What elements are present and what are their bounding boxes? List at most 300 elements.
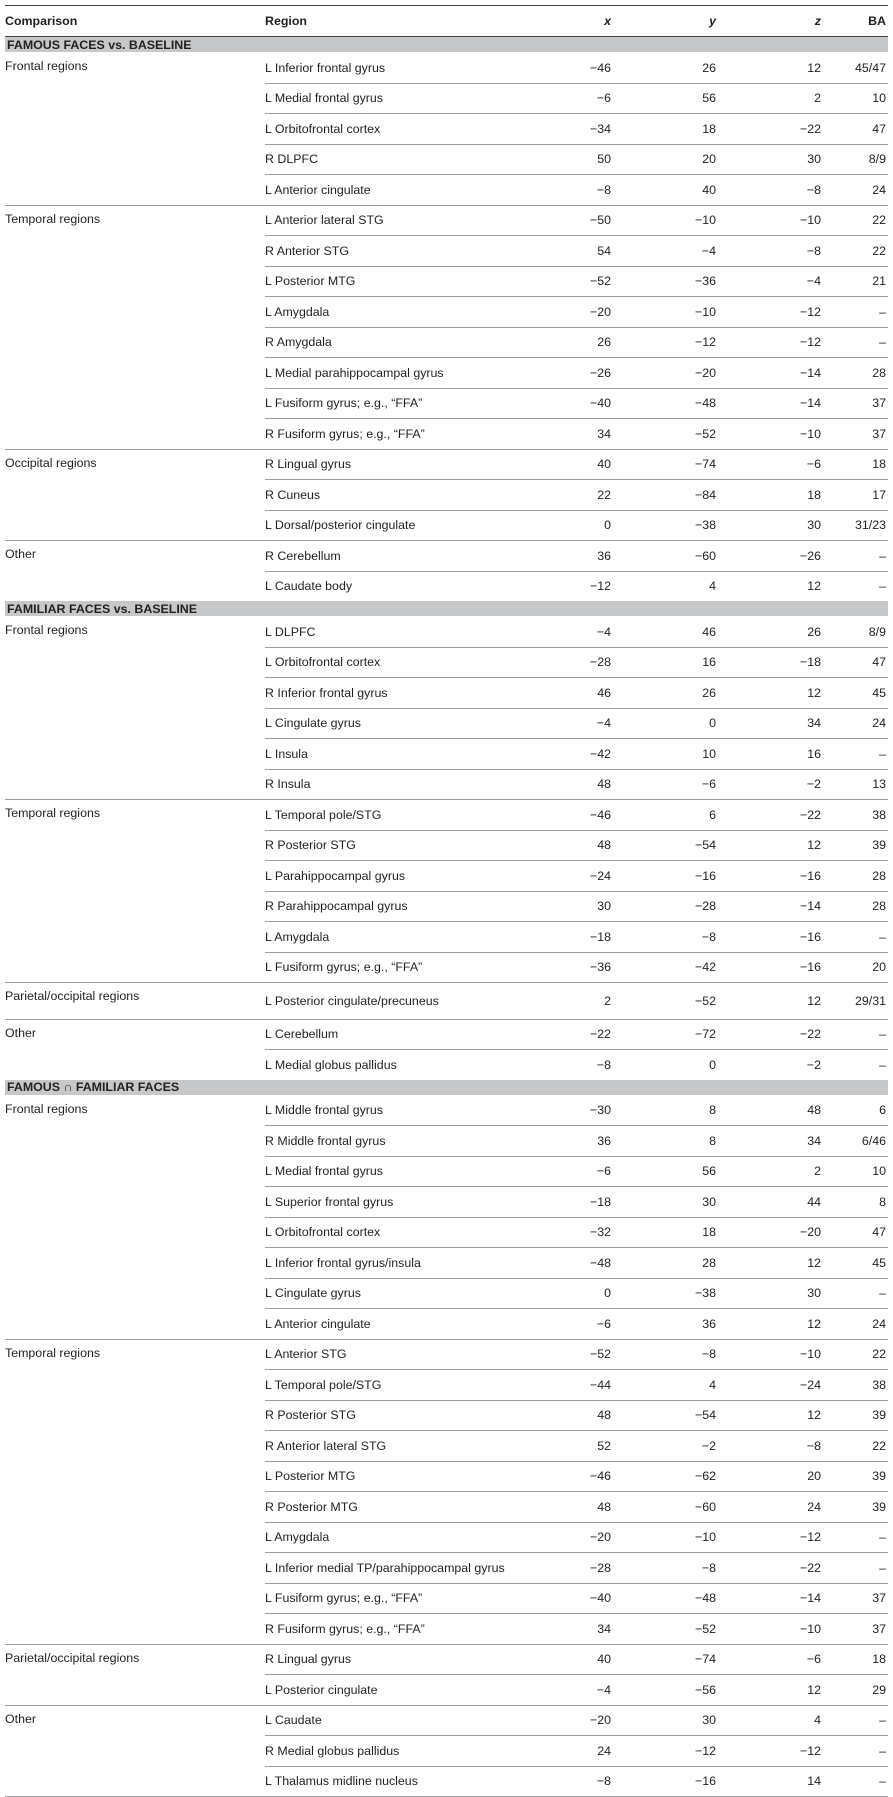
y-cell: 8: [615, 1126, 720, 1157]
region-cell: R Fusiform gyrus; e.g., “FFA”: [265, 419, 530, 450]
z-cell: 20: [720, 1461, 825, 1492]
y-cell: 6: [615, 800, 720, 831]
x-cell: 40: [530, 449, 615, 480]
z-cell: 12: [807, 60, 821, 75]
comparison-group-label: Other: [5, 1019, 265, 1080]
ba-cell: 39: [825, 830, 888, 861]
x-cell: 46: [530, 678, 615, 709]
z-cell: −10: [720, 1339, 825, 1370]
z-cell: 34: [720, 1126, 825, 1157]
ba-cell: –: [825, 739, 888, 770]
ba-cell: –: [825, 1705, 888, 1736]
z-cell: −2: [720, 1050, 825, 1080]
region-cell: L Middle frontal gyrus: [265, 1103, 383, 1118]
x-cell: −42: [530, 739, 615, 770]
y-cell: −60: [615, 1492, 720, 1523]
z-cell: −14: [720, 388, 825, 419]
region-cell: R Lingual gyrus: [265, 449, 530, 480]
x-cell: 40: [530, 1644, 615, 1675]
region-cell: L Posterior MTG: [265, 266, 530, 297]
ba-cell: 37: [825, 388, 888, 419]
table-row: [5, 617, 888, 648]
y-cell: −8: [615, 922, 720, 953]
y-cell: 8: [709, 1103, 716, 1118]
y-cell: −42: [615, 952, 720, 983]
region-cell: L Parahippocampal gyrus: [265, 861, 530, 892]
y-cell: −48: [615, 388, 720, 419]
region-cell: L Insula: [265, 739, 530, 770]
ba-cell: –: [825, 922, 888, 953]
region-cell: L Posterior MTG: [265, 1461, 530, 1492]
ba-cell: –: [825, 1766, 888, 1797]
region-cell: R Posterior STG: [265, 830, 530, 861]
comparison-group-label: Temporal regions: [5, 800, 265, 983]
header-x: x: [530, 6, 615, 37]
y-cell: −8: [615, 1553, 720, 1584]
z-cell: 12: [720, 1400, 825, 1431]
y-cell: 56: [615, 1156, 720, 1187]
z-cell: −14: [720, 1583, 825, 1614]
region-cell: L Cingulate gyrus: [265, 708, 530, 739]
region-cell: L Medial globus pallidus: [265, 1050, 530, 1080]
x-cell: −6: [530, 1309, 615, 1340]
x-cell: −12: [530, 571, 615, 601]
region-cell: L Thalamus midline nucleus: [265, 1766, 530, 1797]
y-cell: −54: [615, 1400, 720, 1431]
comparison-group-label: Parietal/occipital regions: [5, 1644, 265, 1705]
x-cell: −50: [530, 205, 615, 236]
y-cell: −38: [615, 510, 720, 541]
ba-cell: 17: [825, 480, 888, 511]
region-cell: L Medial frontal gyrus: [265, 83, 530, 114]
x-cell: −26: [530, 358, 615, 389]
region-cell: R Anterior lateral STG: [265, 1431, 530, 1462]
x-cell: −30: [589, 1103, 611, 1118]
header-ba: BA: [825, 6, 888, 37]
x-cell: −22: [530, 1019, 615, 1050]
x-cell: −8: [530, 1050, 615, 1080]
z-cell: −22: [720, 1019, 825, 1050]
region-cell: L Posterior cingulate: [265, 1675, 530, 1706]
comparison-group-label: Frontal regions: [5, 623, 88, 637]
ba-cell: 45: [825, 1248, 888, 1279]
z-cell: 30: [720, 144, 825, 175]
section-title: FAMOUS ∩ FAMILIAR FACES: [5, 1080, 888, 1096]
ba-cell: 29: [825, 1675, 888, 1706]
x-cell: 36: [530, 541, 615, 572]
region-cell: R Cuneus: [265, 480, 530, 511]
x-cell: 0: [530, 1278, 615, 1309]
x-cell: 48: [530, 1400, 615, 1431]
comparison-group-label: Parietal/occipital regions: [5, 983, 265, 1020]
ba-cell: 18: [825, 1644, 888, 1675]
y-cell: 26: [702, 60, 716, 75]
y-cell: −74: [615, 449, 720, 480]
y-cell: −48: [615, 1583, 720, 1614]
z-cell: −12: [720, 297, 825, 328]
region-cell: L Temporal pole/STG: [265, 800, 530, 831]
header-comparison: Comparison: [5, 6, 265, 37]
y-cell: −56: [615, 1675, 720, 1706]
y-cell: −38: [615, 1278, 720, 1309]
ba-cell: 45/47: [854, 60, 886, 75]
y-cell: −2: [615, 1431, 720, 1462]
x-cell: −52: [530, 1339, 615, 1370]
region-cell: L Anterior cingulate: [265, 175, 530, 206]
y-cell: 0: [615, 1050, 720, 1080]
x-cell: 24: [530, 1736, 615, 1767]
y-cell: 26: [615, 678, 720, 709]
x-cell: −18: [530, 922, 615, 953]
x-cell: −28: [530, 1553, 615, 1584]
region-cell: L Superior frontal gyrus: [265, 1187, 530, 1218]
z-cell: 16: [720, 739, 825, 770]
ba-cell: 24: [825, 708, 888, 739]
x-cell: −40: [530, 388, 615, 419]
z-cell: −14: [720, 891, 825, 922]
z-cell: −18: [720, 647, 825, 678]
region-cell: L Temporal pole/STG: [265, 1370, 530, 1401]
z-cell: −14: [720, 358, 825, 389]
x-cell: −18: [530, 1187, 615, 1218]
y-cell: −10: [615, 205, 720, 236]
z-cell: −8: [720, 236, 825, 267]
region-cell: L Orbitofrontal cortex: [265, 114, 530, 145]
y-cell: −72: [615, 1019, 720, 1050]
ba-cell: 8/9: [825, 144, 888, 175]
y-cell: −4: [615, 236, 720, 267]
y-cell: 0: [615, 708, 720, 739]
ba-cell: 22: [825, 236, 888, 267]
z-cell: 12: [720, 571, 825, 601]
z-cell: 12: [720, 1248, 825, 1279]
z-cell: 30: [720, 510, 825, 541]
z-cell: −10: [720, 419, 825, 450]
region-cell: L Amygdala: [265, 1522, 530, 1553]
x-cell: −34: [530, 114, 615, 145]
header-z: z: [720, 6, 825, 37]
header-region: Region: [265, 6, 530, 37]
x-cell: −20: [530, 1705, 615, 1736]
z-cell: −16: [720, 861, 825, 892]
region-cell: L Inferior frontal gyrus/insula: [265, 1248, 530, 1279]
y-cell: −6: [615, 769, 720, 800]
z-cell: 18: [720, 480, 825, 511]
region-cell: R Insula: [265, 769, 530, 800]
y-cell: 56: [615, 83, 720, 114]
x-cell: −20: [530, 297, 615, 328]
y-cell: 18: [615, 1217, 720, 1248]
x-cell: 22: [530, 480, 615, 511]
region-cell: R DLPFC: [265, 144, 530, 175]
section-header-row: [5, 1080, 888, 1096]
table-row: [5, 1095, 888, 1126]
y-cell: −62: [615, 1461, 720, 1492]
region-cell: L Anterior cingulate: [265, 1309, 530, 1340]
table-row: [5, 1019, 888, 1050]
coordinates-table-container: [5, 5, 888, 1797]
ba-cell: –: [825, 541, 888, 572]
z-cell: −22: [720, 800, 825, 831]
y-cell: 36: [615, 1309, 720, 1340]
z-cell: 34: [720, 708, 825, 739]
ba-cell: 39: [825, 1492, 888, 1523]
y-cell: −8: [615, 1339, 720, 1370]
x-cell: −36: [530, 952, 615, 983]
region-cell: L Fusiform gyrus; e.g., “FFA”: [265, 1583, 530, 1614]
ba-cell: –: [825, 297, 888, 328]
z-cell: −16: [720, 952, 825, 983]
x-cell: −28: [530, 647, 615, 678]
ba-cell: –: [825, 1553, 888, 1584]
region-cell: L Cerebellum: [265, 1019, 530, 1050]
z-cell: −6: [720, 1644, 825, 1675]
z-cell: −12: [720, 1736, 825, 1767]
region-cell: R Lingual gyrus: [265, 1644, 530, 1675]
z-cell: −20: [720, 1217, 825, 1248]
z-cell: 2: [720, 83, 825, 114]
x-cell: 34: [530, 419, 615, 450]
x-cell: −48: [530, 1248, 615, 1279]
z-cell: 48: [807, 1103, 821, 1118]
ba-cell: –: [825, 1736, 888, 1767]
y-cell: −12: [615, 1736, 720, 1767]
z-cell: −22: [720, 114, 825, 145]
z-cell: −10: [720, 1614, 825, 1645]
z-cell: −22: [720, 1553, 825, 1584]
ba-cell: 28: [825, 891, 888, 922]
x-cell: −46: [530, 1461, 615, 1492]
x-cell: −4: [596, 624, 611, 639]
y-cell: −16: [615, 861, 720, 892]
region-cell: L Medial parahippocampal gyrus: [265, 358, 530, 389]
region-cell: L Orbitofrontal cortex: [265, 647, 530, 678]
z-cell: 14: [720, 1766, 825, 1797]
ba-cell: –: [825, 1019, 888, 1050]
z-cell: 12: [720, 1675, 825, 1706]
region-cell: R Middle frontal gyrus: [265, 1126, 530, 1157]
z-cell: −12: [720, 1522, 825, 1553]
ba-cell: 45: [825, 678, 888, 709]
z-cell: −24: [720, 1370, 825, 1401]
y-cell: 20: [615, 144, 720, 175]
region-cell: R Cerebellum: [265, 541, 530, 572]
ba-cell: 10: [825, 83, 888, 114]
ba-cell: 22: [825, 205, 888, 236]
x-cell: −20: [530, 1522, 615, 1553]
region-cell: R Fusiform gyrus; e.g., “FFA”: [265, 1614, 530, 1645]
ba-cell: –: [825, 571, 888, 601]
x-cell: −8: [530, 175, 615, 206]
table-row: [5, 983, 888, 1020]
coordinates-table: [5, 5, 888, 1797]
region-cell: L DLPFC: [265, 624, 316, 639]
ba-cell: 47: [825, 647, 888, 678]
ba-cell: –: [825, 1050, 888, 1080]
section-title: FAMILIAR FACES vs. BASELINE: [5, 601, 888, 617]
z-cell: −16: [720, 922, 825, 953]
y-cell: −84: [615, 480, 720, 511]
x-cell: −4: [530, 1675, 615, 1706]
header-y: y: [615, 6, 720, 37]
z-cell: 30: [720, 1278, 825, 1309]
ba-cell: 47: [825, 1217, 888, 1248]
x-cell: −32: [530, 1217, 615, 1248]
table-row: [5, 1339, 888, 1370]
x-cell: 2: [530, 983, 615, 1020]
region-cell: L Fusiform gyrus; e.g., “FFA”: [265, 952, 530, 983]
comparison-group-label: Other: [5, 541, 265, 602]
region-cell: R Inferior frontal gyrus: [265, 678, 530, 709]
x-cell: −24: [530, 861, 615, 892]
region-cell: L Anterior STG: [265, 1339, 530, 1370]
ba-cell: 39: [825, 1461, 888, 1492]
ba-cell: 22: [825, 1431, 888, 1462]
region-cell: L Medial frontal gyrus: [265, 1156, 530, 1187]
x-cell: −46: [530, 800, 615, 831]
ba-cell: –: [825, 327, 888, 358]
ba-cell: 38: [825, 1370, 888, 1401]
ba-cell: 39: [825, 1400, 888, 1431]
x-cell: 48: [530, 769, 615, 800]
y-cell: −52: [615, 983, 720, 1020]
y-cell: 16: [615, 647, 720, 678]
ba-cell: 20: [825, 952, 888, 983]
ba-cell: 13: [825, 769, 888, 800]
z-cell: 44: [720, 1187, 825, 1218]
region-cell: L Caudate: [265, 1705, 530, 1736]
z-cell: −8: [720, 1431, 825, 1462]
region-cell: L Orbitofrontal cortex: [265, 1217, 530, 1248]
x-cell: −40: [530, 1583, 615, 1614]
x-cell: 36: [530, 1126, 615, 1157]
x-cell: 50: [530, 144, 615, 175]
y-cell: −52: [615, 1614, 720, 1645]
y-cell: 4: [615, 571, 720, 601]
ba-cell: 18: [825, 449, 888, 480]
z-cell: −2: [720, 769, 825, 800]
y-cell: −60: [615, 541, 720, 572]
region-cell: L Fusiform gyrus; e.g., “FFA”: [265, 388, 530, 419]
z-cell: −8: [720, 175, 825, 206]
z-cell: −26: [720, 541, 825, 572]
x-cell: 48: [530, 1492, 615, 1523]
ba-cell: 47: [825, 114, 888, 145]
ba-cell: –: [825, 1522, 888, 1553]
y-cell: −28: [615, 891, 720, 922]
z-cell: −10: [720, 205, 825, 236]
y-cell: 46: [702, 624, 716, 639]
comparison-group-label: Other: [5, 1705, 265, 1797]
region-cell: L Amygdala: [265, 922, 530, 953]
x-cell: 54: [530, 236, 615, 267]
x-cell: −8: [530, 1766, 615, 1797]
z-cell: −6: [720, 449, 825, 480]
z-cell: 12: [720, 983, 825, 1020]
region-cell: R Posterior STG: [265, 1400, 530, 1431]
ba-cell: 29/31: [825, 983, 888, 1020]
x-cell: 34: [530, 1614, 615, 1645]
y-cell: 30: [615, 1187, 720, 1218]
z-cell: 12: [720, 678, 825, 709]
x-cell: −46: [589, 60, 611, 75]
z-cell: 4: [720, 1705, 825, 1736]
ba-cell: 38: [825, 800, 888, 831]
region-cell: R Posterior MTG: [265, 1492, 530, 1523]
header-row: [5, 6, 888, 37]
y-cell: 4: [615, 1370, 720, 1401]
table-row: [5, 449, 888, 480]
x-cell: −6: [530, 83, 615, 114]
table-row: [5, 205, 888, 236]
region-cell: L Inferior frontal gyrus: [265, 60, 386, 75]
table-row: [5, 1644, 888, 1675]
table-row: [5, 541, 888, 572]
ba-cell: 8/9: [868, 624, 886, 639]
y-cell: −20: [615, 358, 720, 389]
x-cell: 0: [530, 510, 615, 541]
z-cell: −4: [720, 266, 825, 297]
y-cell: −74: [615, 1644, 720, 1675]
z-cell: −12: [720, 327, 825, 358]
y-cell: 40: [615, 175, 720, 206]
ba-cell: 22: [825, 1339, 888, 1370]
region-cell: L Inferior medial TP/parahippocampal gyrus: [265, 1553, 530, 1584]
ba-cell: 24: [825, 1309, 888, 1340]
comparison-group-label: Temporal regions: [5, 205, 265, 449]
x-cell: −44: [530, 1370, 615, 1401]
ba-cell: 28: [825, 861, 888, 892]
region-cell: L Posterior cingulate/precuneus: [265, 983, 530, 1020]
z-cell: 26: [807, 624, 821, 639]
z-cell: 24: [720, 1492, 825, 1523]
table-row: [5, 800, 888, 831]
y-cell: −16: [615, 1766, 720, 1797]
region-cell: R Parahippocampal gyrus: [265, 891, 530, 922]
comparison-group-label: Frontal regions: [5, 59, 88, 73]
x-cell: 30: [530, 891, 615, 922]
x-cell: −52: [530, 266, 615, 297]
z-cell: 12: [720, 1309, 825, 1340]
x-cell: 52: [530, 1431, 615, 1462]
y-cell: −10: [615, 297, 720, 328]
ba-cell: 8: [825, 1187, 888, 1218]
z-cell: 12: [720, 830, 825, 861]
comparison-group-label: Temporal regions: [5, 1339, 265, 1644]
x-cell: −4: [530, 708, 615, 739]
x-cell: 48: [530, 830, 615, 861]
comparison-group-label: Frontal regions: [5, 1101, 88, 1116]
region-cell: R Medial globus pallidus: [265, 1736, 530, 1767]
y-cell: 10: [615, 739, 720, 770]
section-title: FAMOUS FACES vs. BASELINE: [5, 37, 888, 53]
y-cell: −10: [615, 1522, 720, 1553]
ba-cell: 37: [825, 419, 888, 450]
ba-cell: 21: [825, 266, 888, 297]
y-cell: −12: [615, 327, 720, 358]
ba-cell: 24: [825, 175, 888, 206]
y-cell: 18: [615, 114, 720, 145]
region-cell: L Dorsal/posterior cingulate: [265, 510, 530, 541]
ba-cell: –: [825, 1278, 888, 1309]
ba-cell: 6: [879, 1103, 886, 1118]
y-cell: −54: [615, 830, 720, 861]
region-cell: L Caudate body: [265, 571, 530, 601]
region-cell: L Amygdala: [265, 297, 530, 328]
ba-cell: 10: [825, 1156, 888, 1187]
x-cell: 26: [530, 327, 615, 358]
x-cell: −6: [530, 1156, 615, 1187]
